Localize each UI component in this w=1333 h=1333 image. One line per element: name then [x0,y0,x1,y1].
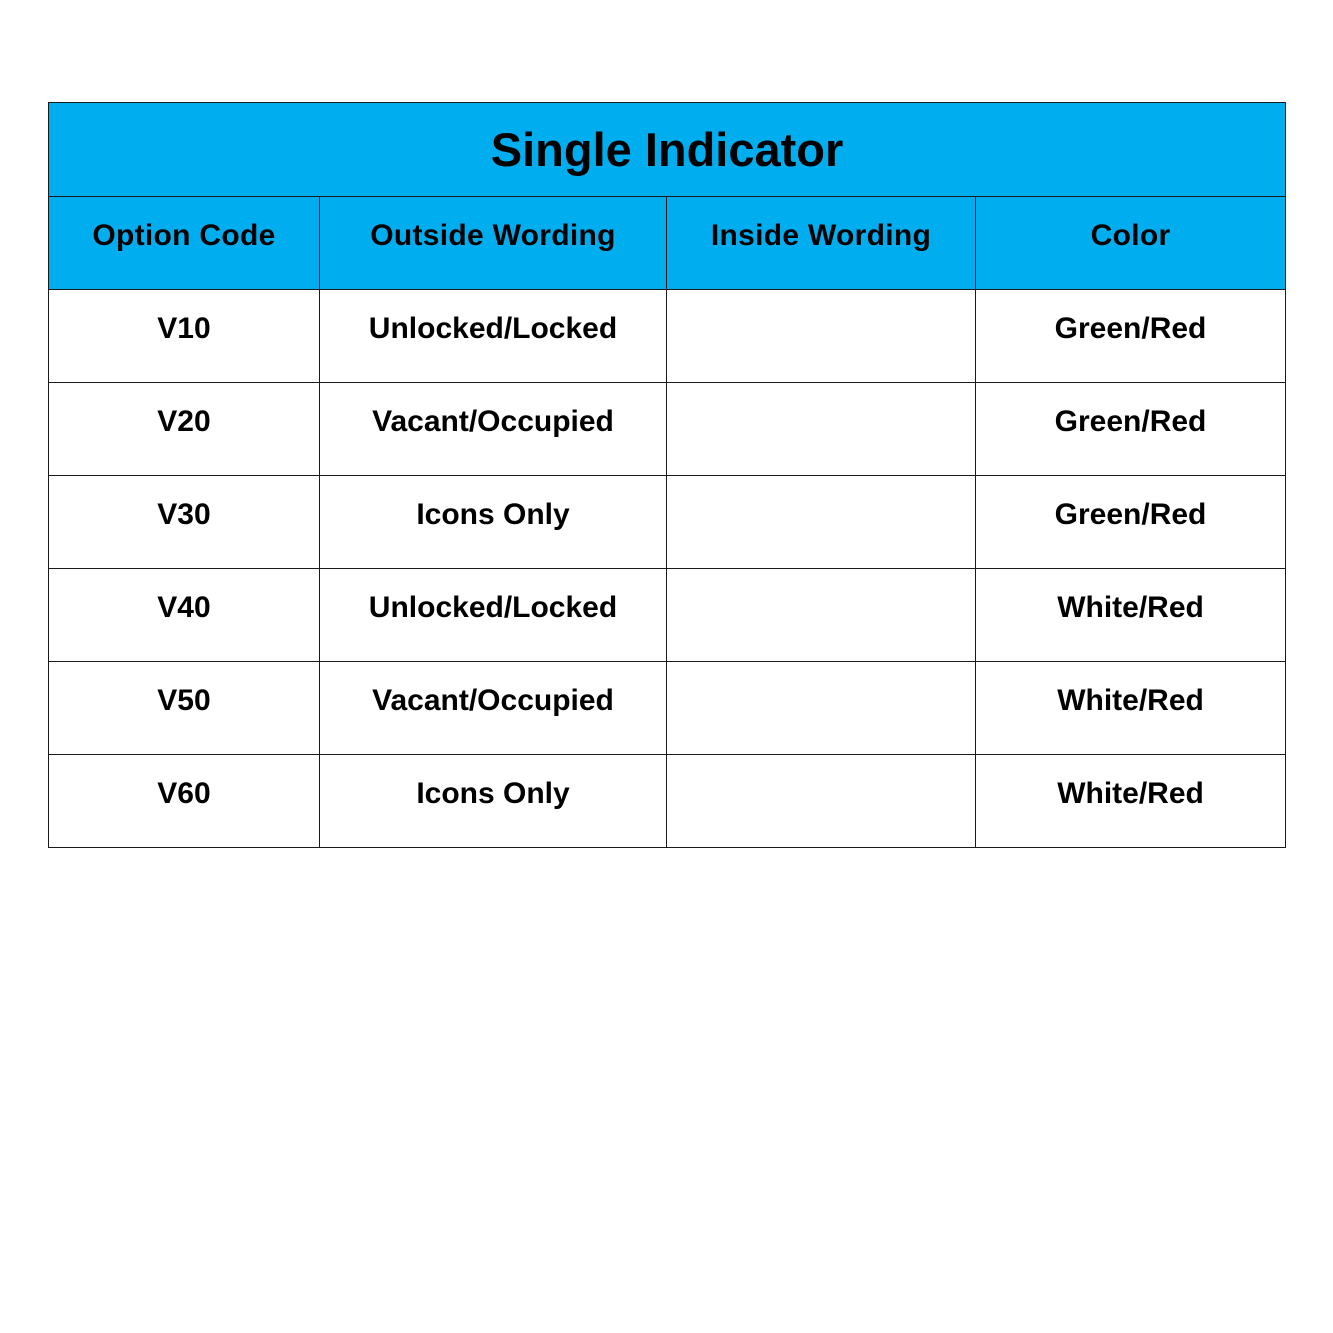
option-code-cell: V20 [49,383,320,476]
inside-wording-cell [667,476,976,569]
column-header-inside-wording: Inside Wording [667,197,976,290]
single-indicator-table [48,102,1286,848]
inside-wording-cell [667,290,976,383]
option-code-cell: V10 [49,290,320,383]
color-cell: White/Red [976,569,1286,662]
table-row [49,383,1286,476]
option-code-cell: V30 [49,476,320,569]
table-row [49,290,1286,383]
outside-wording-cell: Unlocked/Locked [320,290,667,383]
color-cell: Green/Red [976,290,1286,383]
table-title: Single Indicator [49,103,1286,197]
option-code-cell: V60 [49,755,320,848]
color-cell: White/Red [976,662,1286,755]
color-cell: White/Red [976,755,1286,848]
inside-wording-cell [667,662,976,755]
option-code-cell: V50 [49,662,320,755]
table-row [49,662,1286,755]
outside-wording-cell: Vacant/Occupied [320,383,667,476]
title-row [49,103,1286,197]
outside-wording-cell: Unlocked/Locked [320,569,667,662]
inside-wording-cell [667,569,976,662]
color-cell: Green/Red [976,383,1286,476]
outside-wording-cell: Icons Only [320,476,667,569]
outside-wording-cell: Icons Only [320,755,667,848]
color-cell: Green/Red [976,476,1286,569]
table-row [49,476,1286,569]
table-row [49,755,1286,848]
table-row [49,569,1286,662]
inside-wording-cell [667,755,976,848]
column-header-option-code: Option Code [49,197,320,290]
option-code-cell: V40 [49,569,320,662]
column-header-outside-wording: Outside Wording [320,197,667,290]
inside-wording-cell [667,383,976,476]
column-header-row [49,197,1286,290]
column-header-color: Color [976,197,1286,290]
outside-wording-cell: Vacant/Occupied [320,662,667,755]
